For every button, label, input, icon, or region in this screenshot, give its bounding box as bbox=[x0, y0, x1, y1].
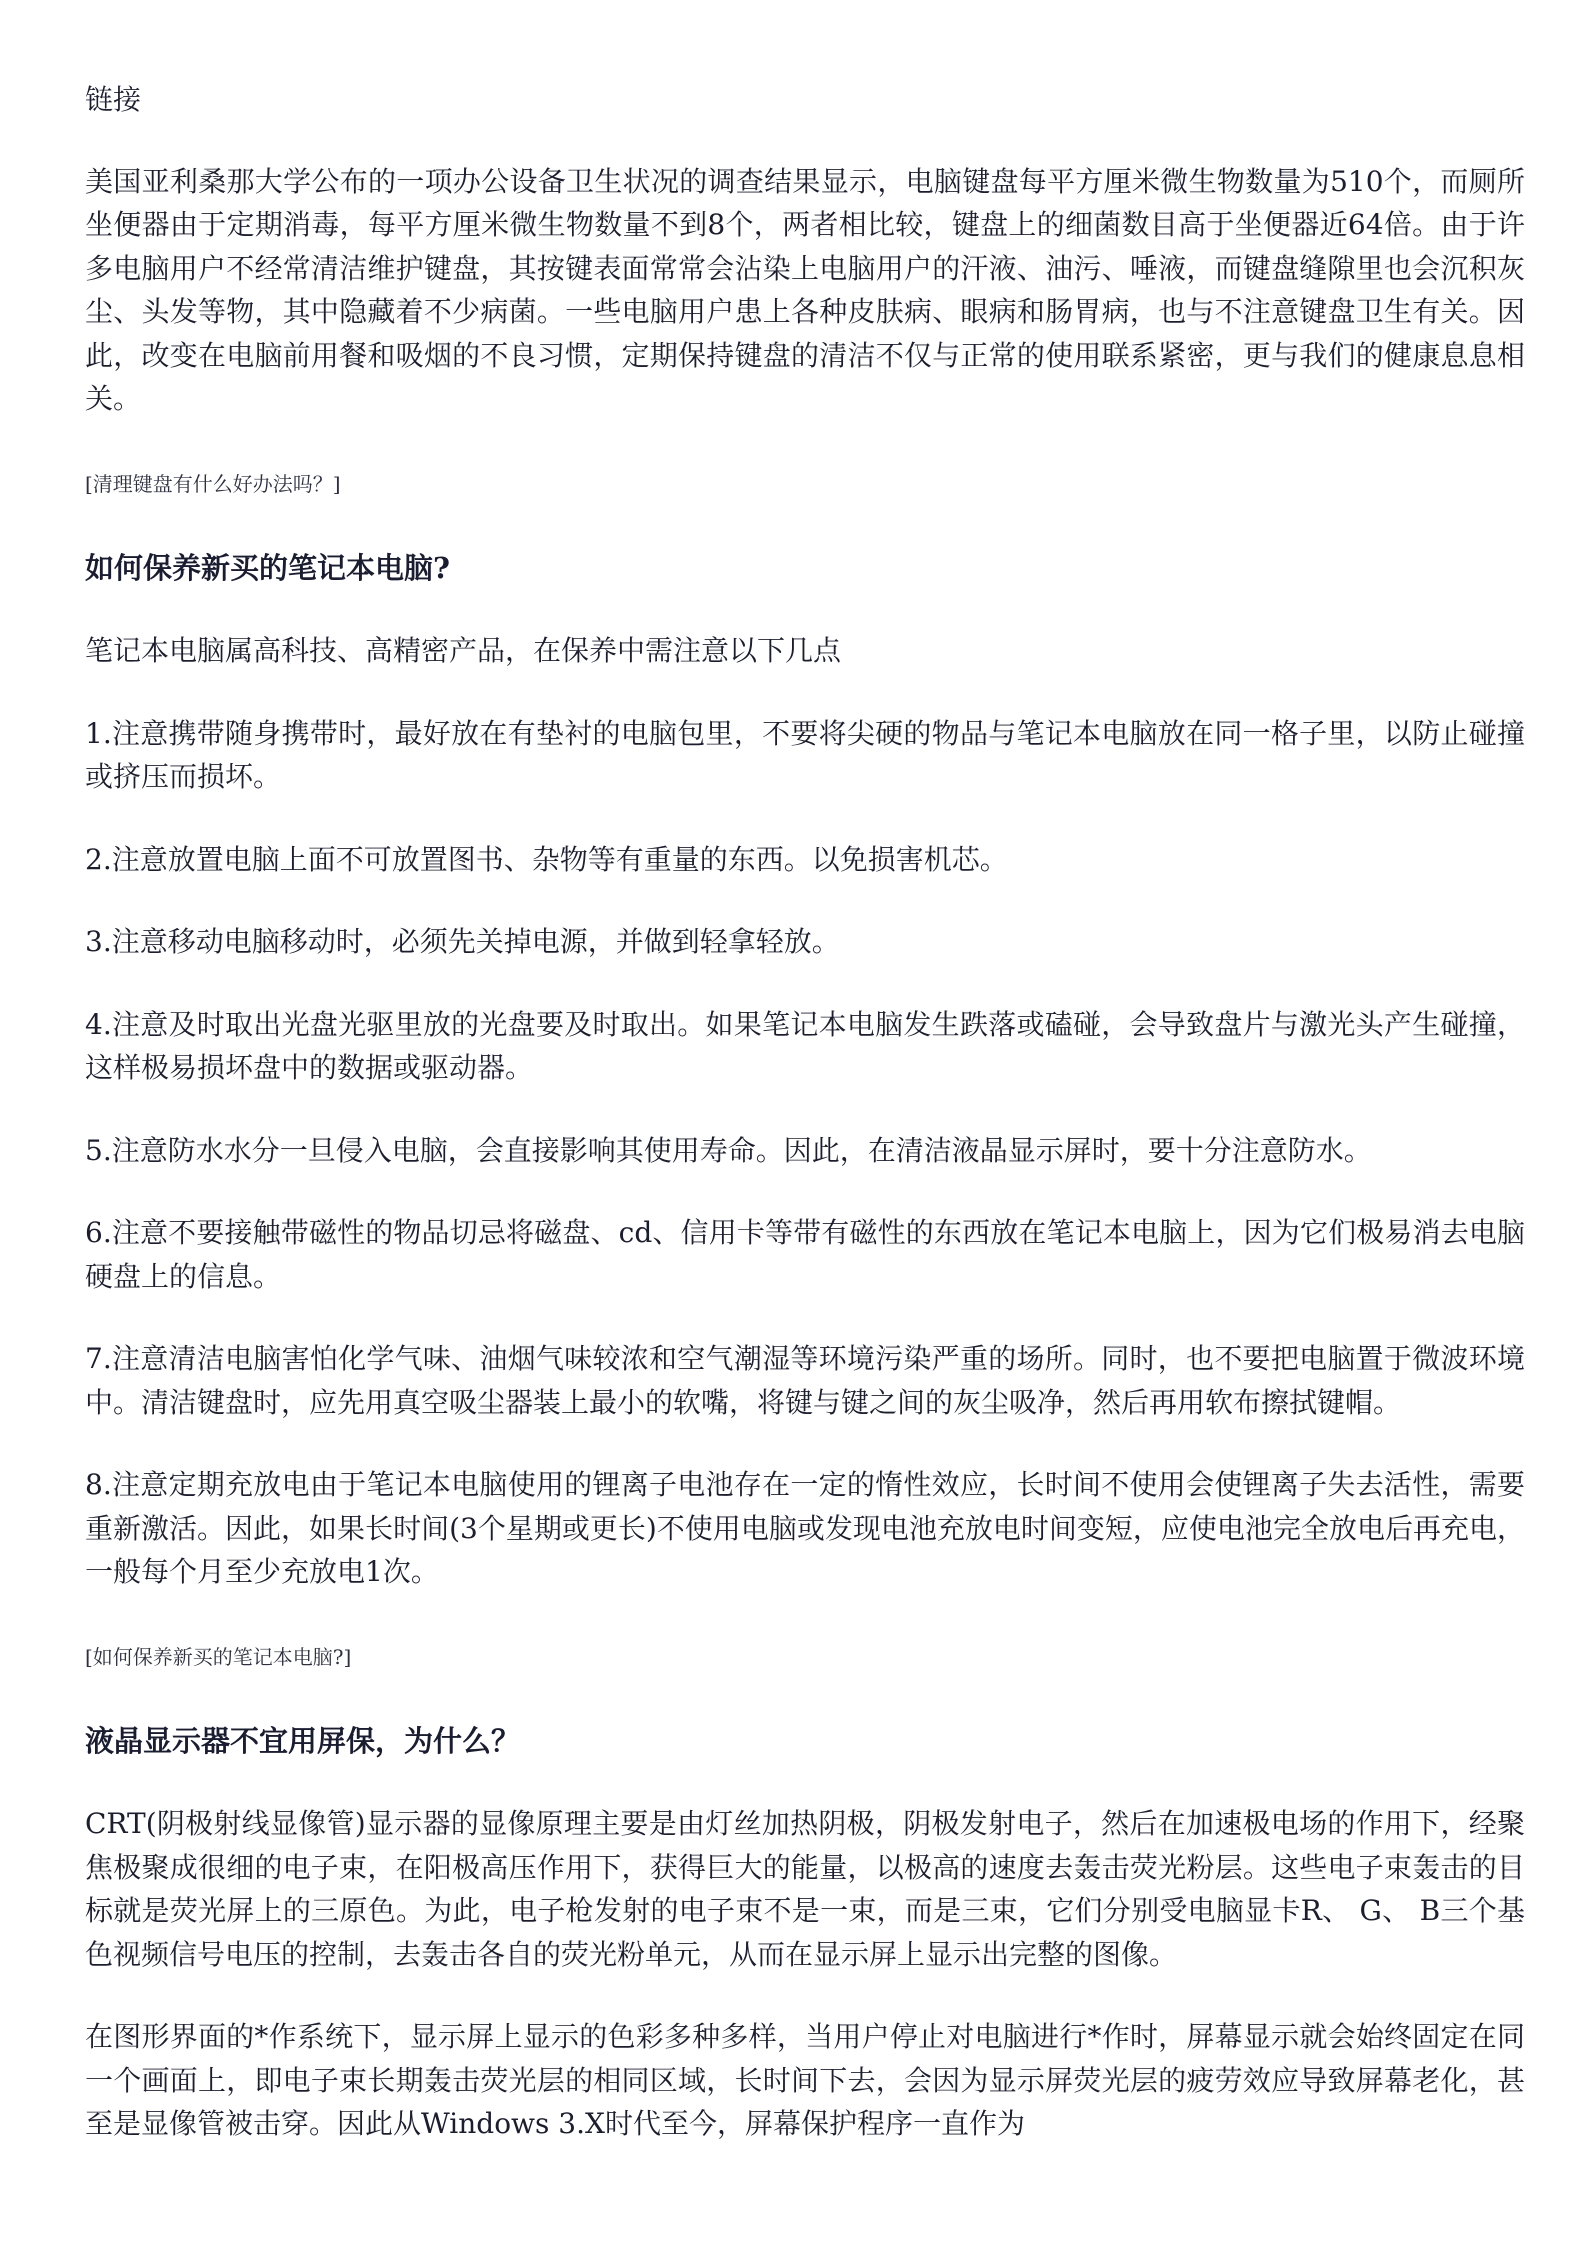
laptop-item-3: 3.注意移动电脑移动时，必须先关掉电源，并做到轻拿轻放。 bbox=[85, 925, 840, 958]
laptop-item-6: 6.注意不要接触带磁性的物品切忌将磁盘、cd、信用卡等带有磁性的东西放在笔记本电脑上，因为它们极易消去电脑硬盘上的信息。 bbox=[85, 1216, 1525, 1293]
laptop-item-7: 7.注意清洁电脑害怕化学气味、油烟气味较浓和空气潮湿等环境污染严重的场所。同时，也不要把电脑置于微波环境中。清洁键盘时，应先用真空吸尘器装上最小的软嘴，将键与键之间的灰尘吸净，然后再用软布擦拭键帽。 bbox=[85, 1342, 1525, 1419]
laptop-item-5: 5.注意防水水分一旦侵入电脑，会直接影响其使用寿命。因此，在清洁液晶显示屏时，要十分注意防水。 bbox=[85, 1133, 1372, 1167]
lcd-paragraph-1: CRT(阴极射线显像管)显示器的显像原理主要是由灯丝加热阴极，阴极发射电子，然后在加速极电场的作用下，经聚焦极聚成很细的电子束，在阳极高压作用下，获得巨大的能量，以极高的速度去轰击荧光粉层。这些电子束轰击的目标就是荧光屏上的三原色。为此，电子枪发射的电子束不是一束，而是三束，它们分别受电脑显卡R、 G、 B三个基色视频信号电压的控制，去轰击各自的荧光粉单元，从而在显示屏上显示出完整的图像。 bbox=[85, 1807, 1525, 1971]
lcd-paragraph-2: 在图形界面的*作系统下，显示屏上显示的色彩多种多样，当用户停止对电脑进行*作时，屏幕显示就会始终固定在同一个画面上，即电子束长期轰击荧光层的相同区域，长时间下去，会因为显示屏荧光层的疲劳效应导致屏幕老化，甚至是显像管被击穿。因此从Windows 3.X时代至今，屏幕保护程序一直作为 bbox=[85, 2020, 1525, 2140]
section-title-lcd-screensaver: 液晶显示器不宜用屏保，为什么？ bbox=[85, 1723, 521, 1758]
laptop-item-8: 8.注意定期充放电由于笔记本电脑使用的锂离子电池存在一定的惰性效应，长时间不使用会使锂离子失去活性，需要重新激活。因此，如果长时间(3个星期或更长)不使用电脑或发现电池充放电时间变短，应使电池完全放电后再充电，一般每个月至少充放电1次。 bbox=[85, 1468, 1525, 1588]
document-page bbox=[85, 78, 1525, 2146]
laptop-item-2: 2.注意放置电脑上面不可放置图书、杂物等有重量的东西。以免损害机芯。 bbox=[85, 842, 1008, 876]
laptop-item-1: 1.注意携带随身携带时，最好放在有垫衬的电脑包里，不要将尖硬的物品与笔记本电脑放在同一格子里，以防止碰撞或挤压而损坏。 bbox=[85, 716, 1525, 793]
link-heading: 链接 bbox=[85, 83, 142, 116]
section-title-laptop-care: 如何保养新买的笔记本电脑? bbox=[85, 550, 450, 585]
ref-keyboard-cleaning: [清理键盘有什么好办法吗？] bbox=[85, 471, 341, 496]
intro-paragraph: 美国亚利桑那大学公布的一项办公设备卫生状况的调查结果显示，电脑键盘每平方厘米微生物数量为510个，而厕所坐便器由于定期消毒，每平方厘米微生物数量不到8个，两者相比较，键盘上的细菌数目高于坐便器近64倍。由于许多电脑用户不经常清洁维护键盘，其按键表面常常会沾染上电脑用户的汗液、油污、唾液，而键盘缝隙里也会沉积灰尘、头发等物，其中隐藏着不少病菌。一些电脑用户患上各种皮肤病、眼病和肠胃病，也与不注意键盘卫生有关。因此，改变在电脑前用餐和吸烟的不良习惯，定期保持键盘的清洁不仅与正常的使用联系紧密，更与我们的健康息息相关。 bbox=[85, 164, 1525, 415]
laptop-item-4: 4.注意及时取出光盘光驱里放的光盘要及时取出。如果笔记本电脑发生跌落或磕碰，会导致盘片与激光头产生碰撞，这样极易损坏盘中的数据或驱动器。 bbox=[85, 1007, 1525, 1084]
laptop-intro: 笔记本电脑属高科技、高精密产品，在保养中需注意以下几点 bbox=[85, 634, 842, 667]
ref-laptop-care: [如何保养新买的笔记本电脑?] bbox=[85, 1644, 352, 1669]
